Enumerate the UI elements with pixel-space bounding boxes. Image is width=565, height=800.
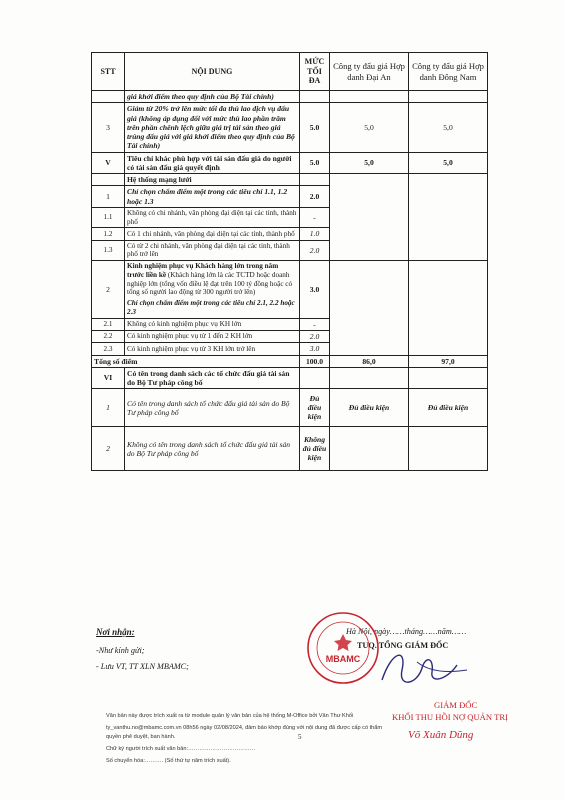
row-content: Có từ 2 chi nhánh, văn phòng đại diện tại các tỉnh, thành phố trở lên (125, 240, 300, 261)
system-note-2: ty_vanthu.no@mbamc.com.vn 08h56 ngày 02/08/2024, đảm bảo khớp đúng với nội dung đã được cấp có thẩm (106, 725, 383, 731)
signer-title: TUQ. TỔNG GIÁM ĐỐC (357, 641, 449, 650)
table-row (92, 103, 488, 152)
row-content-normal: (Khách hàng lớn là các TCTD hoặc doanh nghiệp lớn (tổng vốn điều lệ đạt trên 100 tỷ đồng hoặc có tổng số người lao động từ 300 người trở lên) (127, 270, 293, 297)
row-stt: 1.2 (92, 228, 125, 240)
row-content: Có 1 chi nhánh, văn phòng đại diện tại các tỉnh, thành phố (125, 228, 300, 240)
row-max: 2.0 (300, 240, 330, 261)
row-stt: 1.3 (92, 240, 125, 261)
table-row (92, 152, 488, 174)
row-max: 3.0 (300, 261, 330, 319)
row-stt: 2.3 (92, 343, 125, 355)
header-company2: Công ty đấu giá Hợp danh Đông Nam (409, 53, 488, 91)
table-row (92, 91, 488, 103)
row-max: 2.0 (300, 186, 330, 208)
row-max: 5.0 (300, 152, 330, 174)
row-max (300, 174, 330, 186)
row-content: Có kinh nghiệm phục vụ từ 3 KH lớn trở lên (125, 343, 300, 355)
row-stt: 1 (92, 186, 125, 208)
row-stt: 2.1 (92, 318, 125, 330)
row-stt: V (92, 152, 125, 174)
empty-cell (300, 367, 330, 389)
row-company2: Đủ điều kiện (409, 389, 488, 427)
page-number: 5 (298, 733, 302, 741)
row-company1: Đủ điều kiện (330, 389, 409, 427)
row-content: Có tên trong danh sách tổ chức đấu giá tài sản do Bộ Tư pháp công bố (125, 389, 300, 427)
row-stt: 2 (92, 261, 125, 319)
recipient-2: - Lưu VT, TT XLN MBAMC; (96, 662, 189, 671)
row-content: Hệ thống mạng lưới (125, 174, 300, 186)
signer-position-1: GIÁM ĐỐC (434, 700, 478, 710)
section-vi-row (92, 367, 488, 389)
row-content-block (125, 261, 300, 319)
header-stt: STT (92, 53, 125, 91)
row-max: - (300, 318, 330, 330)
row-company2 (409, 427, 488, 471)
row-max (300, 91, 330, 103)
empty-cell (330, 367, 409, 389)
table-header-row (92, 53, 488, 91)
total-max: 100.0 (300, 355, 330, 367)
row-content-bold: Kinh nghiệm phục vụ Khách hàng lớn trong năm trước liền kề (127, 262, 279, 279)
system-note-5: Số chuyển hóa:………. (Số thứ tự năm trích xuất). (106, 758, 231, 764)
row-company1 (330, 261, 409, 355)
table-row (92, 427, 488, 471)
row-max: 3.0 (300, 343, 330, 355)
recipients-title: Nơi nhận: (96, 627, 135, 637)
date-line: Hà Nội, ngày……tháng……năm…… (346, 627, 467, 636)
row-stt: 2 (92, 427, 125, 471)
row-max: - (300, 207, 330, 228)
handwritten-signature (362, 640, 502, 700)
system-note-1: Văn bản này được trích xuất ra từ module quản lý văn bản của hệ thống M-Office bởi Văn Thư Khối (106, 713, 354, 719)
row-stt (92, 91, 125, 103)
signer-name: Võ Xuân Dũng (408, 729, 474, 741)
row-company1: 5,0 (330, 103, 409, 152)
header-max: MỨC TỐI ĐA (300, 53, 330, 91)
header-company1: Công ty đấu giá Hợp danh Đại An (330, 53, 409, 91)
row-content: Giảm từ 20% trở lên mức tối đa thù lao dịch vụ đấu giá (không áp dụng đối với mức thù lao phần trăm trên phần chênh lệch giữa giá trị tài sản theo giá trúng đấu giá với giá khởi điểm theo quy định của Bộ Tài chính) (125, 103, 300, 152)
total-company2: 97,0 (409, 355, 488, 367)
system-note-4: Chữ ký người trích xuất văn bản:……………………………… (106, 746, 256, 752)
row-company1 (330, 427, 409, 471)
row-stt: 3 (92, 103, 125, 152)
total-company1: 86,0 (330, 355, 409, 367)
stamp-logo-text: MBAMC (325, 654, 361, 664)
row-company2 (409, 91, 488, 103)
row-stt (92, 174, 125, 186)
row-max: Không đủ điều kiện (300, 427, 330, 471)
row-max: 5.0 (300, 103, 330, 152)
row-company1 (330, 91, 409, 103)
row-company2 (409, 174, 488, 261)
section-vi-content: Có tên trong danh sách các tổ chức đấu giá tài sản do Bộ Tư pháp công bố (125, 367, 300, 389)
row-content: Không có kinh nghiệm phục vụ KH lớn (125, 318, 300, 330)
section-vi-stt: VI (92, 367, 125, 389)
row-company2: 5,0 (409, 103, 488, 152)
row-content: Không có tên trong danh sách tổ chức đấu giá tài sản do Bộ Tư pháp công bố (125, 427, 300, 471)
header-content: NỘI DUNG (125, 53, 300, 91)
system-note-3: quyền phê duyệt, ban hành. (106, 734, 176, 740)
table-row (92, 389, 488, 427)
row-stt: 1.1 (92, 207, 125, 228)
row-content-italic: Chỉ chọn chấm điểm một trong các tiêu chí 2.1, 2.2 hoặc 2.3 (127, 299, 295, 317)
row-max: 1.0 (300, 228, 330, 240)
row-content: Chỉ chọn chấm điểm một trong các tiêu chí 1.1, 1.2 hoặc 1.3 (125, 186, 300, 208)
row-company2: 5,0 (409, 152, 488, 174)
score-table (91, 52, 488, 471)
table-row (92, 261, 488, 319)
row-company1: 5,0 (330, 152, 409, 174)
row-stt: 1 (92, 389, 125, 427)
row-content: Tiêu chí khác phù hợp với tài sản đấu giá do người có tài sản đấu giá quyết định (125, 152, 300, 174)
table-row (92, 174, 488, 186)
empty-cell (409, 367, 488, 389)
row-content: Có kinh nghiệm phục vụ từ 1 đến 2 KH lớn (125, 331, 300, 343)
row-stt: 2.2 (92, 331, 125, 343)
row-max: Đủ điều kiện (300, 389, 330, 427)
recipient-1: -Như kính gửi; (96, 646, 145, 655)
row-company2 (409, 261, 488, 355)
row-max: 2.0 (300, 331, 330, 343)
total-row (92, 355, 488, 367)
total-label: Tổng số điểm (92, 355, 300, 367)
signer-position-2: KHỐI THU HỒI NỢ QUẢN TRỊ (392, 712, 508, 722)
row-content: Không có chi nhánh, văn phòng đại diện tại các tỉnh, thành phố (125, 207, 300, 228)
row-content: giá khởi điểm theo quy định của Bộ Tài chính) (125, 91, 300, 103)
row-company1 (330, 174, 409, 261)
